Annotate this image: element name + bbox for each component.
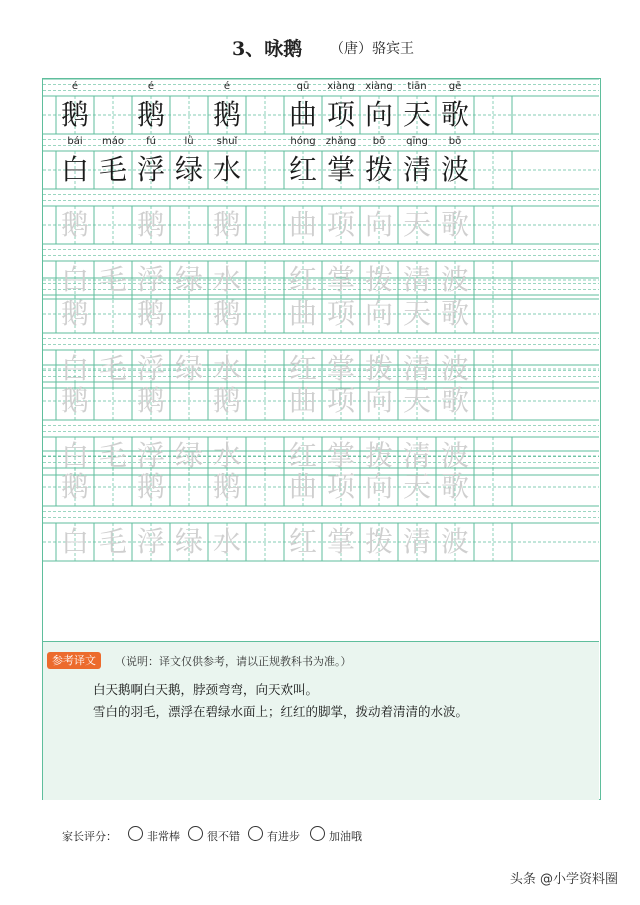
- model-character: 鹅: [60, 98, 89, 131]
- pinyin-label: qīng: [406, 136, 428, 147]
- trace-character[interactable]: 拨: [364, 352, 393, 385]
- radio-circle-icon[interactable]: [310, 826, 325, 841]
- rating-label: 家长评分：: [62, 830, 117, 843]
- trace-character[interactable]: 掌: [326, 439, 355, 472]
- model-character: 掌: [326, 153, 355, 186]
- poem-title: 3、咏鹅: [232, 38, 303, 60]
- trace-character[interactable]: 毛: [98, 525, 127, 558]
- trace-character[interactable]: 浮: [136, 352, 165, 385]
- radio-circle-icon[interactable]: [128, 826, 143, 841]
- trace-character[interactable]: 项: [326, 384, 355, 417]
- rating-option-label: 有进步: [267, 830, 300, 843]
- trace-character[interactable]: 歌: [440, 208, 469, 241]
- trace-character[interactable]: 绿: [174, 439, 203, 472]
- trace-character[interactable]: 水: [212, 263, 241, 296]
- trace-character[interactable]: 浮: [136, 525, 165, 558]
- model-character: 波: [440, 153, 469, 186]
- pinyin-label: gē: [448, 81, 462, 92]
- trace-character[interactable]: 白: [60, 352, 89, 385]
- trace-character[interactable]: 天: [402, 208, 431, 241]
- pinyin-label: bō: [448, 136, 462, 147]
- model-character: 水: [212, 153, 241, 186]
- trace-character[interactable]: 向: [364, 470, 393, 503]
- pinyin-label: fú: [146, 136, 156, 147]
- model-character: 清: [402, 153, 431, 186]
- trace-character[interactable]: 红: [288, 263, 317, 296]
- pinyin-label: xiàng: [365, 81, 393, 92]
- trace-character[interactable]: 波: [440, 263, 469, 296]
- trace-character[interactable]: 项: [326, 470, 355, 503]
- model-character: 向: [364, 98, 393, 131]
- trace-character[interactable]: 拨: [364, 263, 393, 296]
- model-character: 鹅: [212, 98, 241, 131]
- model-character: 天: [402, 98, 431, 131]
- trace-character[interactable]: 曲: [288, 208, 317, 241]
- trace-character[interactable]: 水: [212, 439, 241, 472]
- page-title: [0, 34, 640, 60]
- pinyin-label: lǜ: [184, 136, 194, 147]
- trace-character[interactable]: 波: [440, 525, 469, 558]
- trace-character[interactable]: 浮: [136, 439, 165, 472]
- trace-character[interactable]: 拨: [364, 439, 393, 472]
- pinyin-label: bái: [67, 136, 83, 147]
- reference-translation: [43, 641, 599, 800]
- trace-character[interactable]: 鹅: [60, 297, 89, 330]
- trace-character[interactable]: 清: [402, 525, 431, 558]
- pinyin-label: é: [223, 81, 231, 92]
- pinyin-label: zhǎng: [325, 136, 357, 147]
- pinyin-label: é: [147, 81, 155, 92]
- translation-line: 雪白的羽毛，漂浮在碧绿水面上；红红的脚掌，拨动着清清的水波。: [93, 704, 469, 719]
- pinyin-label: shuǐ: [216, 136, 238, 147]
- trace-character[interactable]: 曲: [288, 470, 317, 503]
- radio-circle-icon[interactable]: [188, 826, 203, 841]
- model-character: 绿: [174, 153, 203, 186]
- trace-character[interactable]: 绿: [174, 352, 203, 385]
- model-character: 项: [326, 98, 355, 131]
- trace-character[interactable]: 红: [288, 352, 317, 385]
- writing-grid: [43, 79, 599, 641]
- trace-character[interactable]: 向: [364, 384, 393, 417]
- model-character: 毛: [98, 153, 127, 186]
- rating-option-label: 加油哦: [329, 830, 362, 843]
- model-character: 白: [60, 153, 89, 186]
- model-character: 浮: [136, 153, 165, 186]
- trace-character[interactable]: 鹅: [136, 384, 165, 417]
- trace-character[interactable]: 拨: [364, 525, 393, 558]
- trace-character[interactable]: 清: [402, 439, 431, 472]
- trace-character[interactable]: 鹅: [136, 208, 165, 241]
- translation-line: 白天鹅啊白天鹅，脖颈弯弯，向天欢叫。: [93, 682, 319, 697]
- trace-character[interactable]: 毛: [98, 439, 127, 472]
- trace-character[interactable]: 天: [402, 297, 431, 330]
- trace-character[interactable]: 鹅: [212, 297, 241, 330]
- rating-option-label: 非常棒: [147, 830, 180, 843]
- trace-character[interactable]: 白: [60, 525, 89, 558]
- trace-character[interactable]: 天: [402, 384, 431, 417]
- trace-character[interactable]: 鹅: [60, 208, 89, 241]
- trace-character[interactable]: 鹅: [212, 384, 241, 417]
- trace-character[interactable]: 曲: [288, 297, 317, 330]
- trace-character[interactable]: 掌: [326, 525, 355, 558]
- watermark: 头条 @小学资料圈: [509, 872, 618, 887]
- trace-character[interactable]: 项: [326, 297, 355, 330]
- reference-badge: 参考译文: [47, 652, 101, 669]
- pinyin-label: bō: [372, 136, 386, 147]
- pinyin-label: é: [71, 81, 79, 92]
- trace-character[interactable]: 鹅: [60, 470, 89, 503]
- trace-character[interactable]: 天: [402, 470, 431, 503]
- pinyin-label: hóng: [290, 136, 316, 147]
- practice-sheet: [42, 78, 601, 800]
- trace-character[interactable]: 清: [402, 263, 431, 296]
- model-character: 歌: [440, 98, 469, 131]
- poem-author: （唐）骆宾王: [330, 41, 414, 57]
- model-character: 鹅: [136, 98, 165, 131]
- trace-character[interactable]: 波: [440, 439, 469, 472]
- trace-character[interactable]: 鹅: [136, 470, 165, 503]
- trace-character[interactable]: 清: [402, 352, 431, 385]
- pinyin-label: tiān: [407, 81, 427, 92]
- trace-character[interactable]: 鹅: [212, 470, 241, 503]
- trace-character[interactable]: 歌: [440, 384, 469, 417]
- rating-option-label: 很不错: [207, 830, 240, 843]
- trace-character[interactable]: 鹅: [60, 384, 89, 417]
- trace-character[interactable]: 向: [364, 208, 393, 241]
- trace-character[interactable]: 绿: [174, 525, 203, 558]
- trace-character[interactable]: 毛: [98, 263, 127, 296]
- trace-character[interactable]: 掌: [326, 263, 355, 296]
- reference-note: （说明：译文仅供参考，请以正规教科书为准。）: [115, 655, 352, 668]
- pinyin-label: máo: [102, 136, 124, 147]
- trace-character[interactable]: 水: [212, 525, 241, 558]
- trace-character[interactable]: 毛: [98, 352, 127, 385]
- model-character: 拨: [364, 153, 393, 186]
- radio-circle-icon[interactable]: [248, 826, 263, 841]
- trace-character[interactable]: 歌: [440, 297, 469, 330]
- trace-character[interactable]: 曲: [288, 384, 317, 417]
- trace-character[interactable]: 掌: [326, 352, 355, 385]
- trace-character[interactable]: 白: [60, 439, 89, 472]
- trace-character[interactable]: 浮: [136, 263, 165, 296]
- trace-character[interactable]: 水: [212, 352, 241, 385]
- trace-character[interactable]: 波: [440, 352, 469, 385]
- trace-character[interactable]: 项: [326, 208, 355, 241]
- trace-character[interactable]: 红: [288, 525, 317, 558]
- trace-character[interactable]: 白: [60, 263, 89, 296]
- model-character: 曲: [288, 98, 317, 131]
- trace-character[interactable]: 绿: [174, 263, 203, 296]
- trace-character[interactable]: 歌: [440, 470, 469, 503]
- trace-character[interactable]: 向: [364, 297, 393, 330]
- model-character: 红: [288, 153, 317, 186]
- trace-character[interactable]: 鹅: [136, 297, 165, 330]
- trace-character[interactable]: 红: [288, 439, 317, 472]
- trace-character[interactable]: 鹅: [212, 208, 241, 241]
- pinyin-label: xiàng: [327, 81, 355, 92]
- pinyin-label: qū: [296, 81, 310, 92]
